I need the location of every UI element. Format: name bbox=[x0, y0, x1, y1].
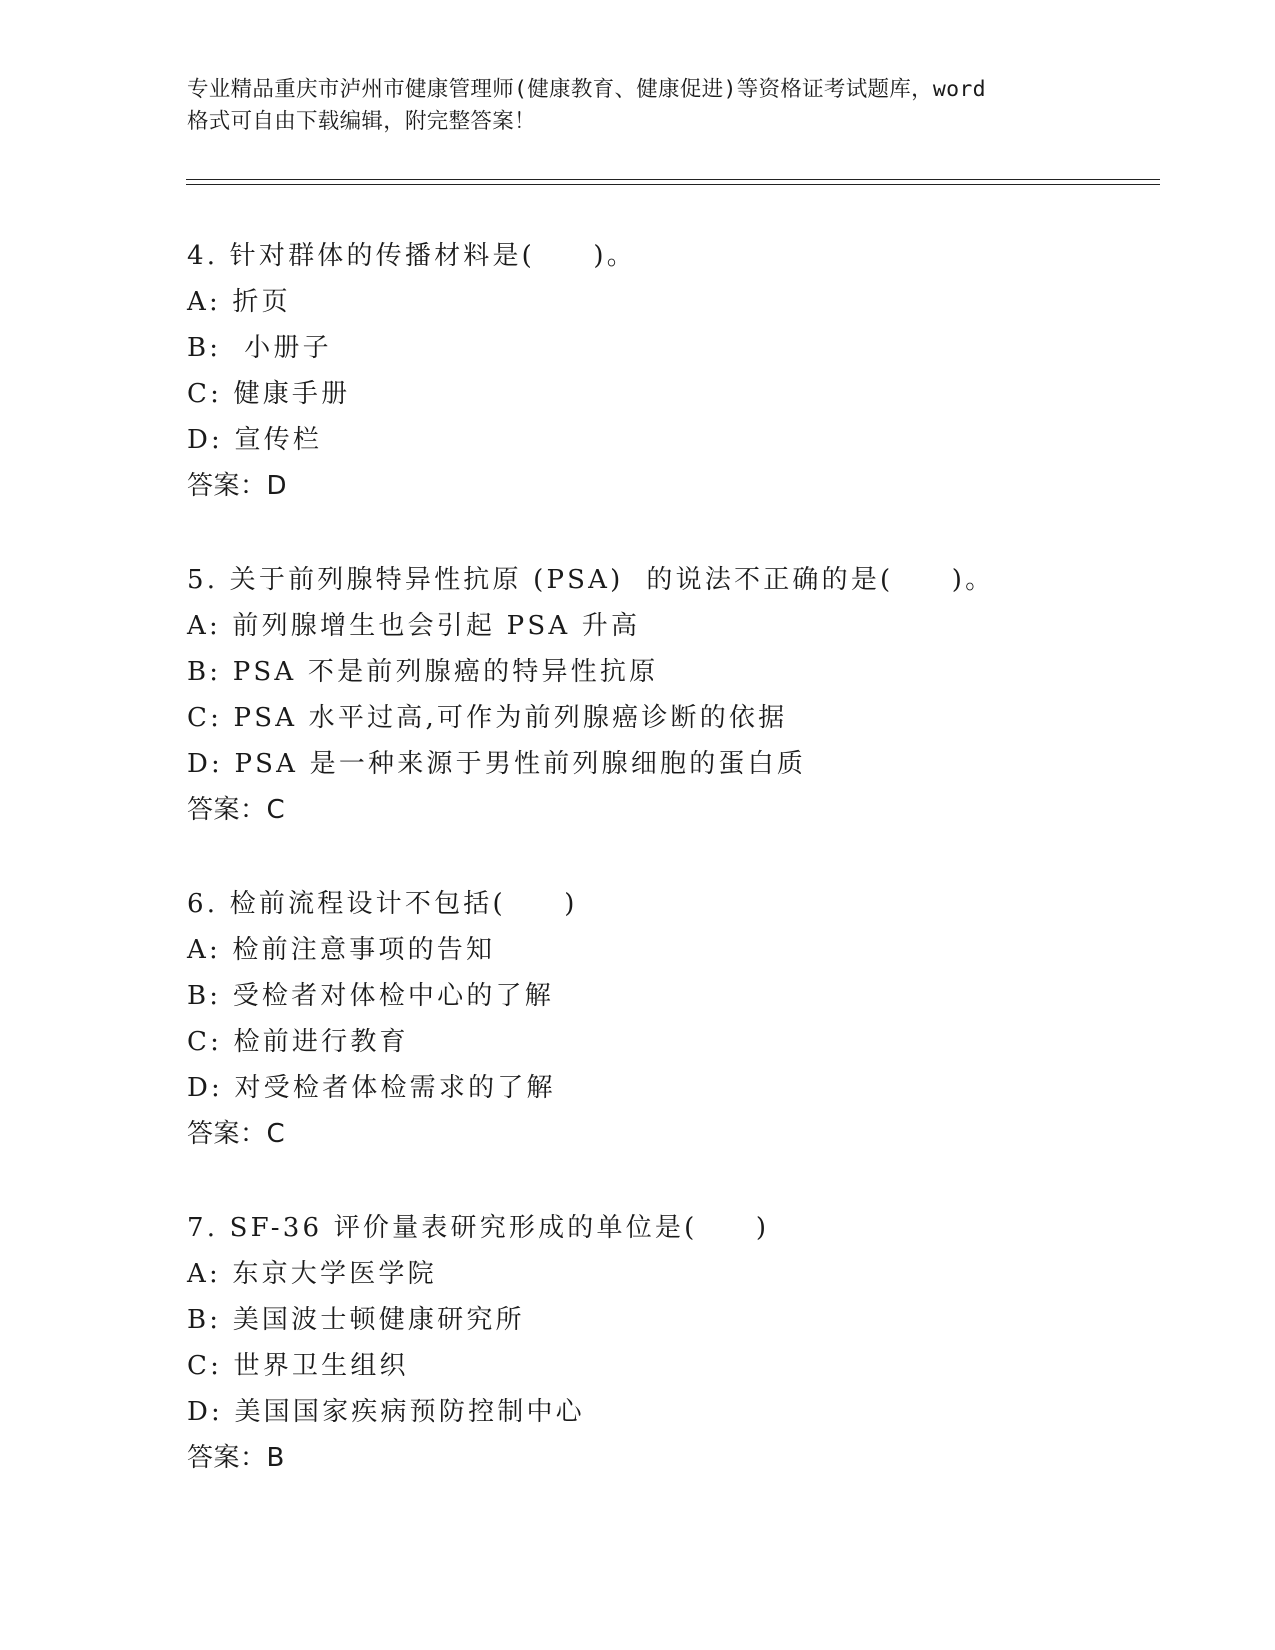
option-d: D: 宣传栏 bbox=[187, 425, 323, 455]
option-b: B: 小册子 bbox=[187, 333, 332, 363]
option-c: C: 检前进行教育 bbox=[187, 1027, 409, 1057]
option-d: D: 对受检者体检需求的了解 bbox=[187, 1073, 556, 1103]
header-line-2: 格式可自由下载编辑，附完整答案！ bbox=[187, 109, 536, 134]
option-c: C: PSA 水平过高,可作为前列腺癌诊断的依据 bbox=[187, 703, 788, 733]
question-stem: 7. SF-36 评价量表研究形成的单位是( ) bbox=[187, 1213, 770, 1243]
question-4 bbox=[187, 233, 1147, 509]
question-stem: 6. 检前流程设计不包括( ) bbox=[187, 889, 578, 919]
question-5 bbox=[187, 557, 1147, 833]
option-a: A: 东京大学医学院 bbox=[187, 1259, 437, 1289]
option-d: D: PSA 是一种来源于男性前列腺细胞的蛋白质 bbox=[187, 749, 807, 779]
option-a: A: 折页 bbox=[187, 287, 291, 317]
header-divider-top bbox=[186, 179, 1160, 180]
answer: 答案：B bbox=[187, 1443, 285, 1473]
option-a: A: 前列腺增生也会引起 PSA 升高 bbox=[187, 611, 641, 641]
option-c: C: 健康手册 bbox=[187, 379, 351, 409]
question-stem: 5. 关于前列腺特异性抗原 (PSA) 的说法不正确的是( )。 bbox=[187, 565, 995, 595]
question-list bbox=[187, 233, 1147, 1481]
answer: 答案：C bbox=[187, 1119, 286, 1149]
option-a: A: 检前注意事项的告知 bbox=[187, 935, 496, 965]
answer: 答案：D bbox=[187, 471, 288, 501]
document-header bbox=[187, 74, 1107, 138]
question-7 bbox=[187, 1205, 1147, 1481]
header-line-1: 专业精品重庆市泸州市健康管理师(健康教育、健康促进)等资格证考试题库，word bbox=[187, 77, 986, 102]
option-b: B: PSA 不是前列腺癌的特异性抗原 bbox=[187, 657, 659, 687]
option-d: D: 美国国家疾病预防控制中心 bbox=[187, 1397, 585, 1427]
option-b: B: 美国波士顿健康研究所 bbox=[187, 1305, 525, 1335]
option-c: C: 世界卫生组织 bbox=[187, 1351, 409, 1381]
answer: 答案：C bbox=[187, 795, 286, 825]
header-divider-bottom bbox=[186, 184, 1160, 185]
question-stem: 4. 针对群体的传播材料是( )。 bbox=[187, 241, 636, 271]
question-6 bbox=[187, 881, 1147, 1157]
option-b: B: 受检者对体检中心的了解 bbox=[187, 981, 554, 1011]
